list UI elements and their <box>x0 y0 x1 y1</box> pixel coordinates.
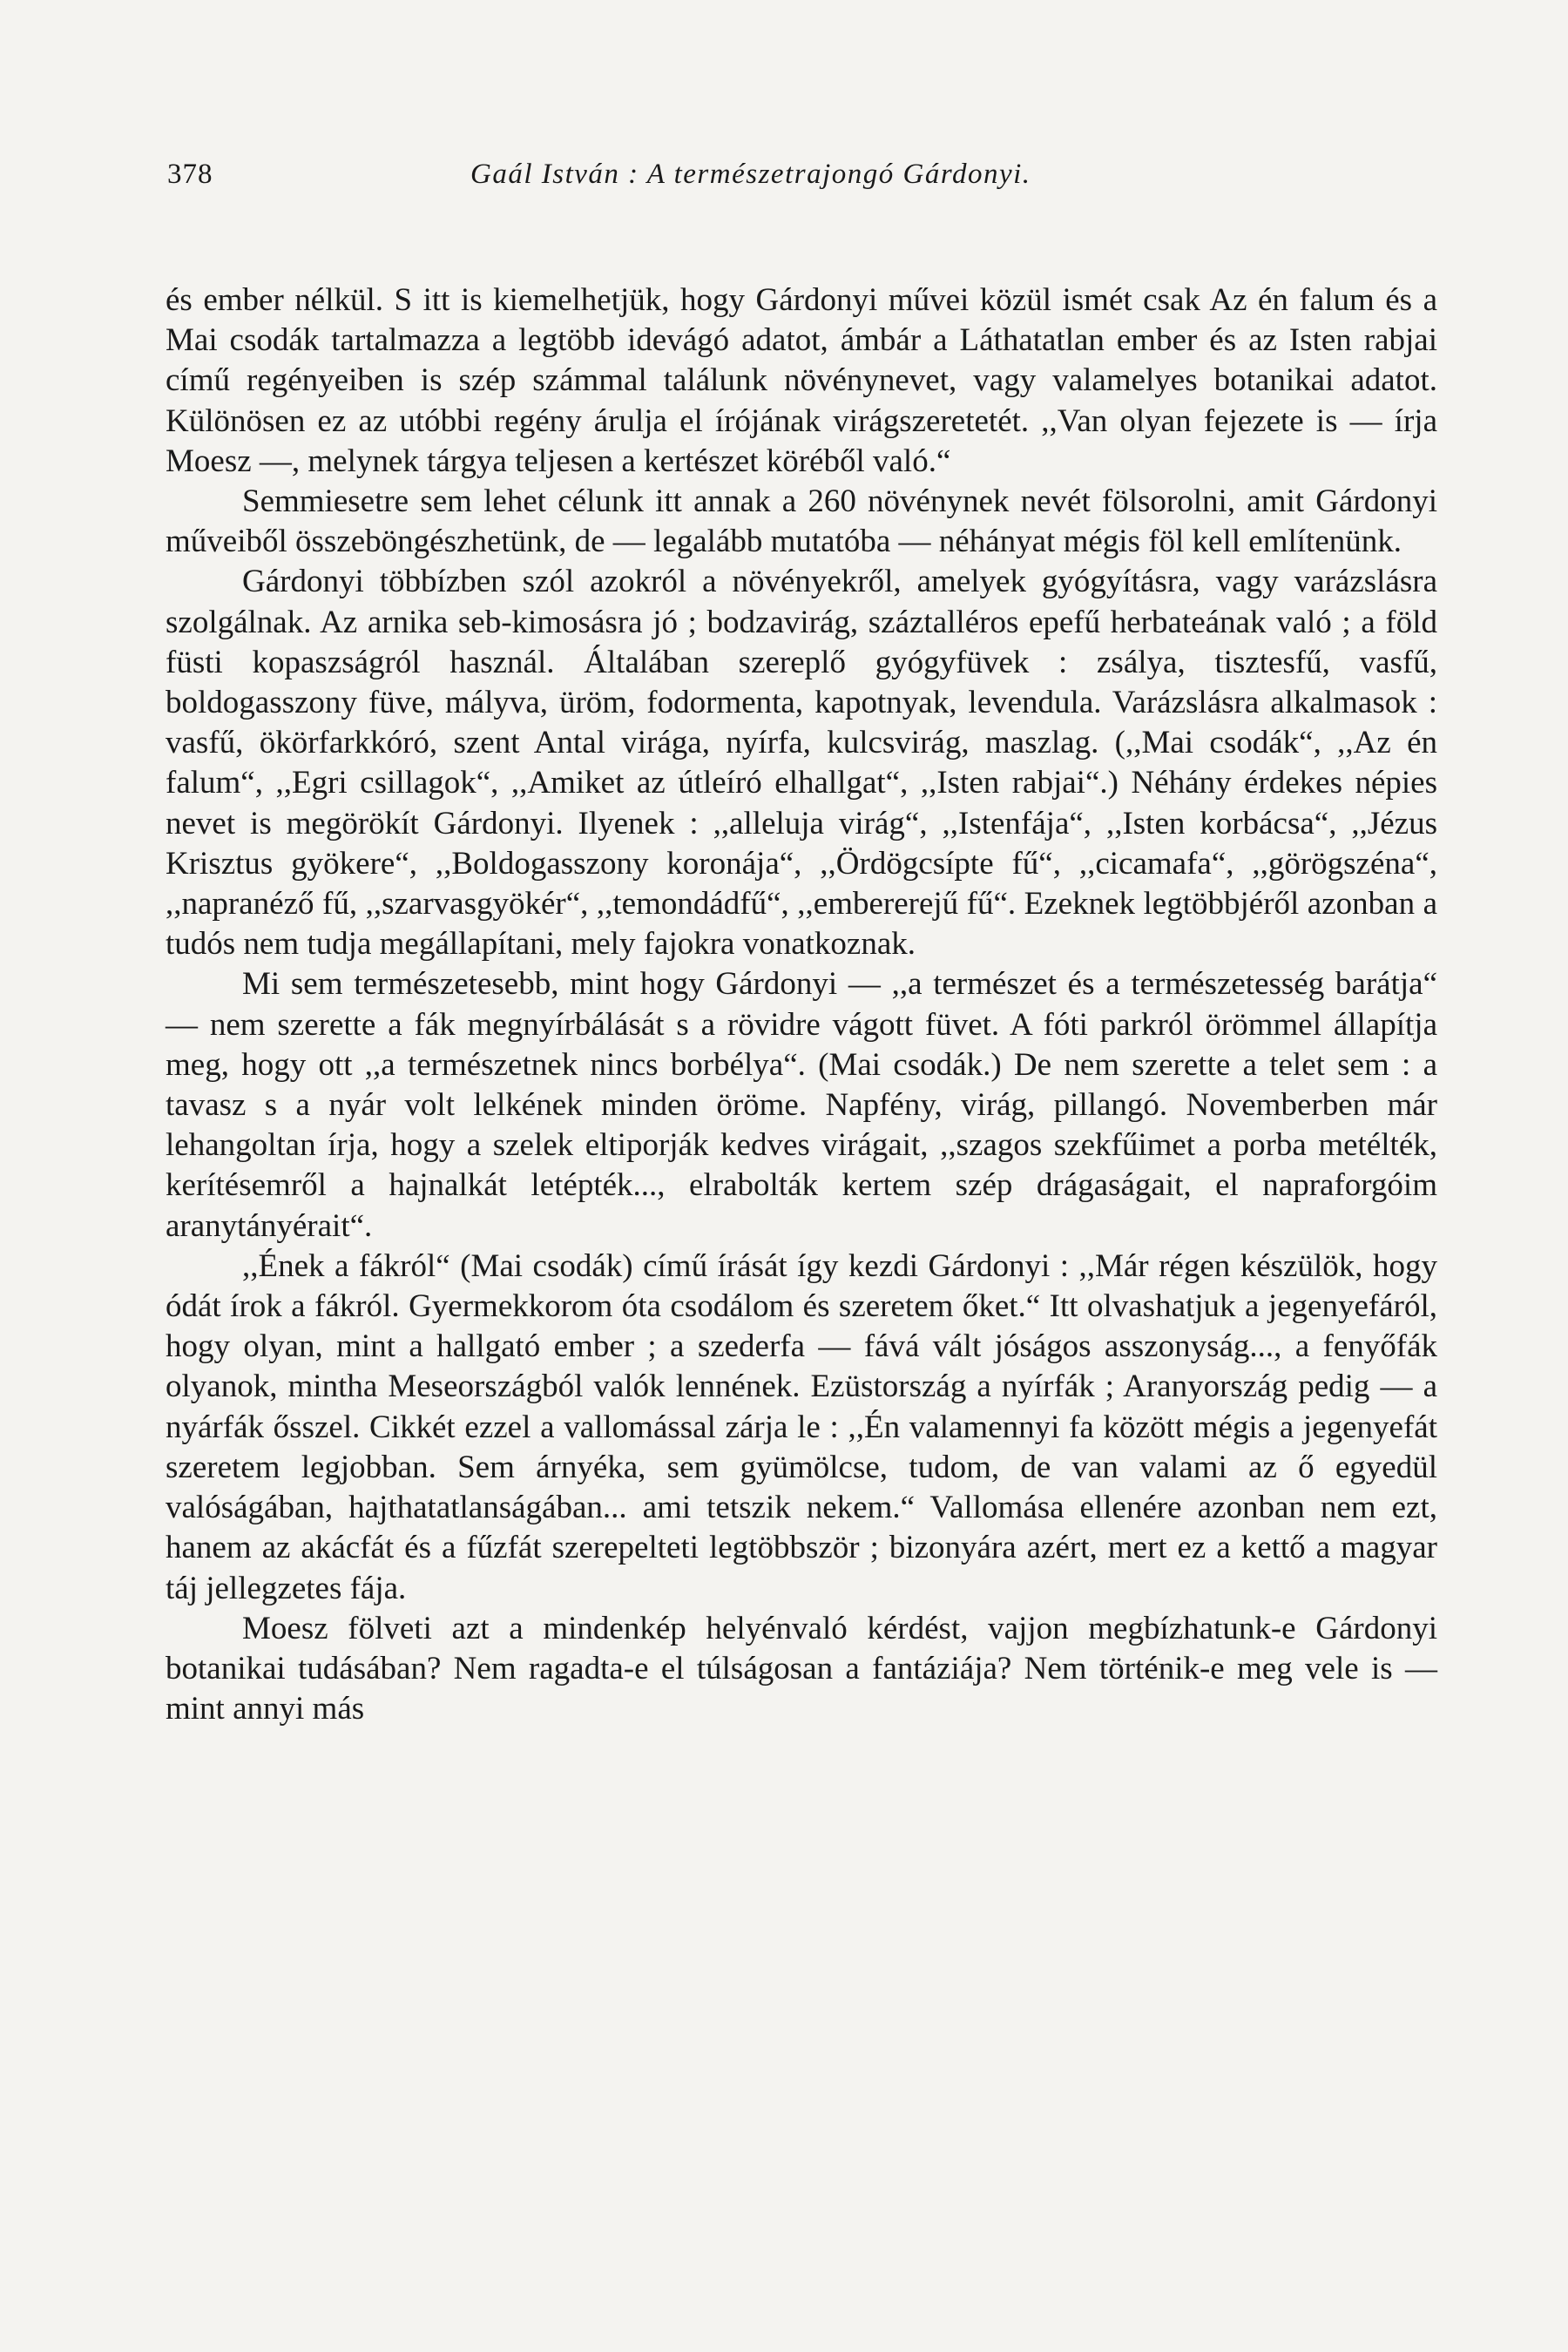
paragraph-1: és ember nélkül. S itt is kiemelhetjük, hogy Gárdonyi művei közül ismét csak Az én falum és a Mai csodák tartalmazza a legtöbb idevágó adatot, ámbár a Láthatatlan ember és az Isten rabjai című regényeiben is szép számmal találunk növénynevet, vagy valamelyes botanikai adatot. Különösen ez az utóbbi regény árulja el írójának virágszeretetét. ,,Van olyan fejezete is — írja Moesz —, melynek tárgya teljesen a kertészet köréből való.“ <box>166 282 1437 479</box>
running-head <box>166 148 1437 200</box>
paragraph-2: Semmiesetre sem lehet célunk itt annak a 260 növénynek nevét fölsorolni, amit Gárdonyi műveiből összeböngészhetünk, de — legalább mutatóba — néhányat mégis föl kell említenünk. <box>166 483 1437 560</box>
paragraph-3: Gárdonyi többízben szól azokról a növényekről, amelyek gyógyításra, vagy varázslásra szolgálnak. Az arnika seb-kimosásra jó ; bodzavirág, száztalléros epefű herbateának való ; a föld füsti kopaszságról használ. Általában szereplő gyógyfüvek : zsálya, tisztesfű, vasfű, boldogasszony füve, mályva, üröm, fodormenta, kapotnyak, levendula. Varázslásra alkalmasok : vasfű, ökörfarkkóró, szent Antal virága, nyírfa, kulcsvirág, maszlag. (,,Mai csodák“, ,,Az én falum“, ,,Egri csillagok“, ,,Amiket az útleíró elhallgat“, ,,Isten rabjai“.) Néhány érdekes népies nevet is megörökít Gárdonyi. Ilyenek : ,,alleluja virág“, ,,Istenfája“, ,,Isten korbácsa“, ,,Jézus Krisztus gyökere“, ,,Boldogasszony koronája“, ,,Ördögcsípte fű“, ,,cicamafa“, ,,görögszéna“, ,,napranéző fű, ,,szarvasgyökér“, ,,temondádfű“, ,,embererejű fű“. Ezeknek legtöbbjéről azonban a tudós nem tudja megállapítani, mely fajokra vonatkoznak. <box>166 564 1437 963</box>
paragraph-4: Mi sem természetesebb, mint hogy Gárdonyi — ,,a természet és a természetesség barátja“ — nem szerette a fák megnyírbálását s a rövidre vágott füvet. A fóti parkról örömmel állapítja meg, hogy ott ,,a természetnek nincs borbélya“. (Mai csodák.) De nem szerette a telet sem : a tavasz s a nyár volt lelkének minden öröme. Napfény, virág, pillangó. Novemberben már lehangoltan írja, hogy a szelek eltiporják kedves virágait, ,,szagos szekfűimet a porba metélték, kerítésemről a hajnalkát letépték..., elrabolták kertem szép drágaságait, el napraforgóim aranytányérait“. <box>166 966 1437 1244</box>
paragraph-5: ,,Ének a fákról“ (Mai csodák) című írását így kezdi Gárdonyi : ,,Már régen készülök, hogy ódát írok a fákról. Gyermekkorom óta csodálom és szeretem őket.“ Itt olvashatjuk a jegenyefáról, hogy olyan, mint a hallgató ember ; a szederfa — fává vált jóságos asszonyság..., a fenyőfák olyanok, mintha Meseországból valók lennének. Ezüstország a nyírfák ; Aranyország pedig — a nyárfák ősszel. Cikkét ezzel a vallomással zárja le : ,,Én valamennyi fa között mégis a jegenyefát szeretem legjobban. Sem árnyéka, sem gyümölcse, tudom, de van valami az ő egyedül valóságában, hajthatatlanságában... ami tetszik nekem.“ Vallomása ellenére azonban nem ezt, hanem az akácfát és a fűzfát szerepelteti legtöbbször ; bizonyára azért, mert ez a kettő a magyar táj jellegzetes fája. <box>166 1247 1437 1606</box>
book-page <box>166 148 1437 1729</box>
page-number: 378 <box>167 159 213 190</box>
paragraph-6: Moesz fölveti azt a mindenkép helyénvaló kérdést, vajjon megbízhatunk-e Gárdonyi botanikai tudásában? Nem ragadta-e el túlságosan a fantáziája? Nem történik-e meg vele is — mint annyi más <box>166 1610 1437 1727</box>
running-title: Gaál István : A természetrajongó Gárdonyi. <box>470 159 1031 190</box>
body-text <box>166 280 1437 1729</box>
